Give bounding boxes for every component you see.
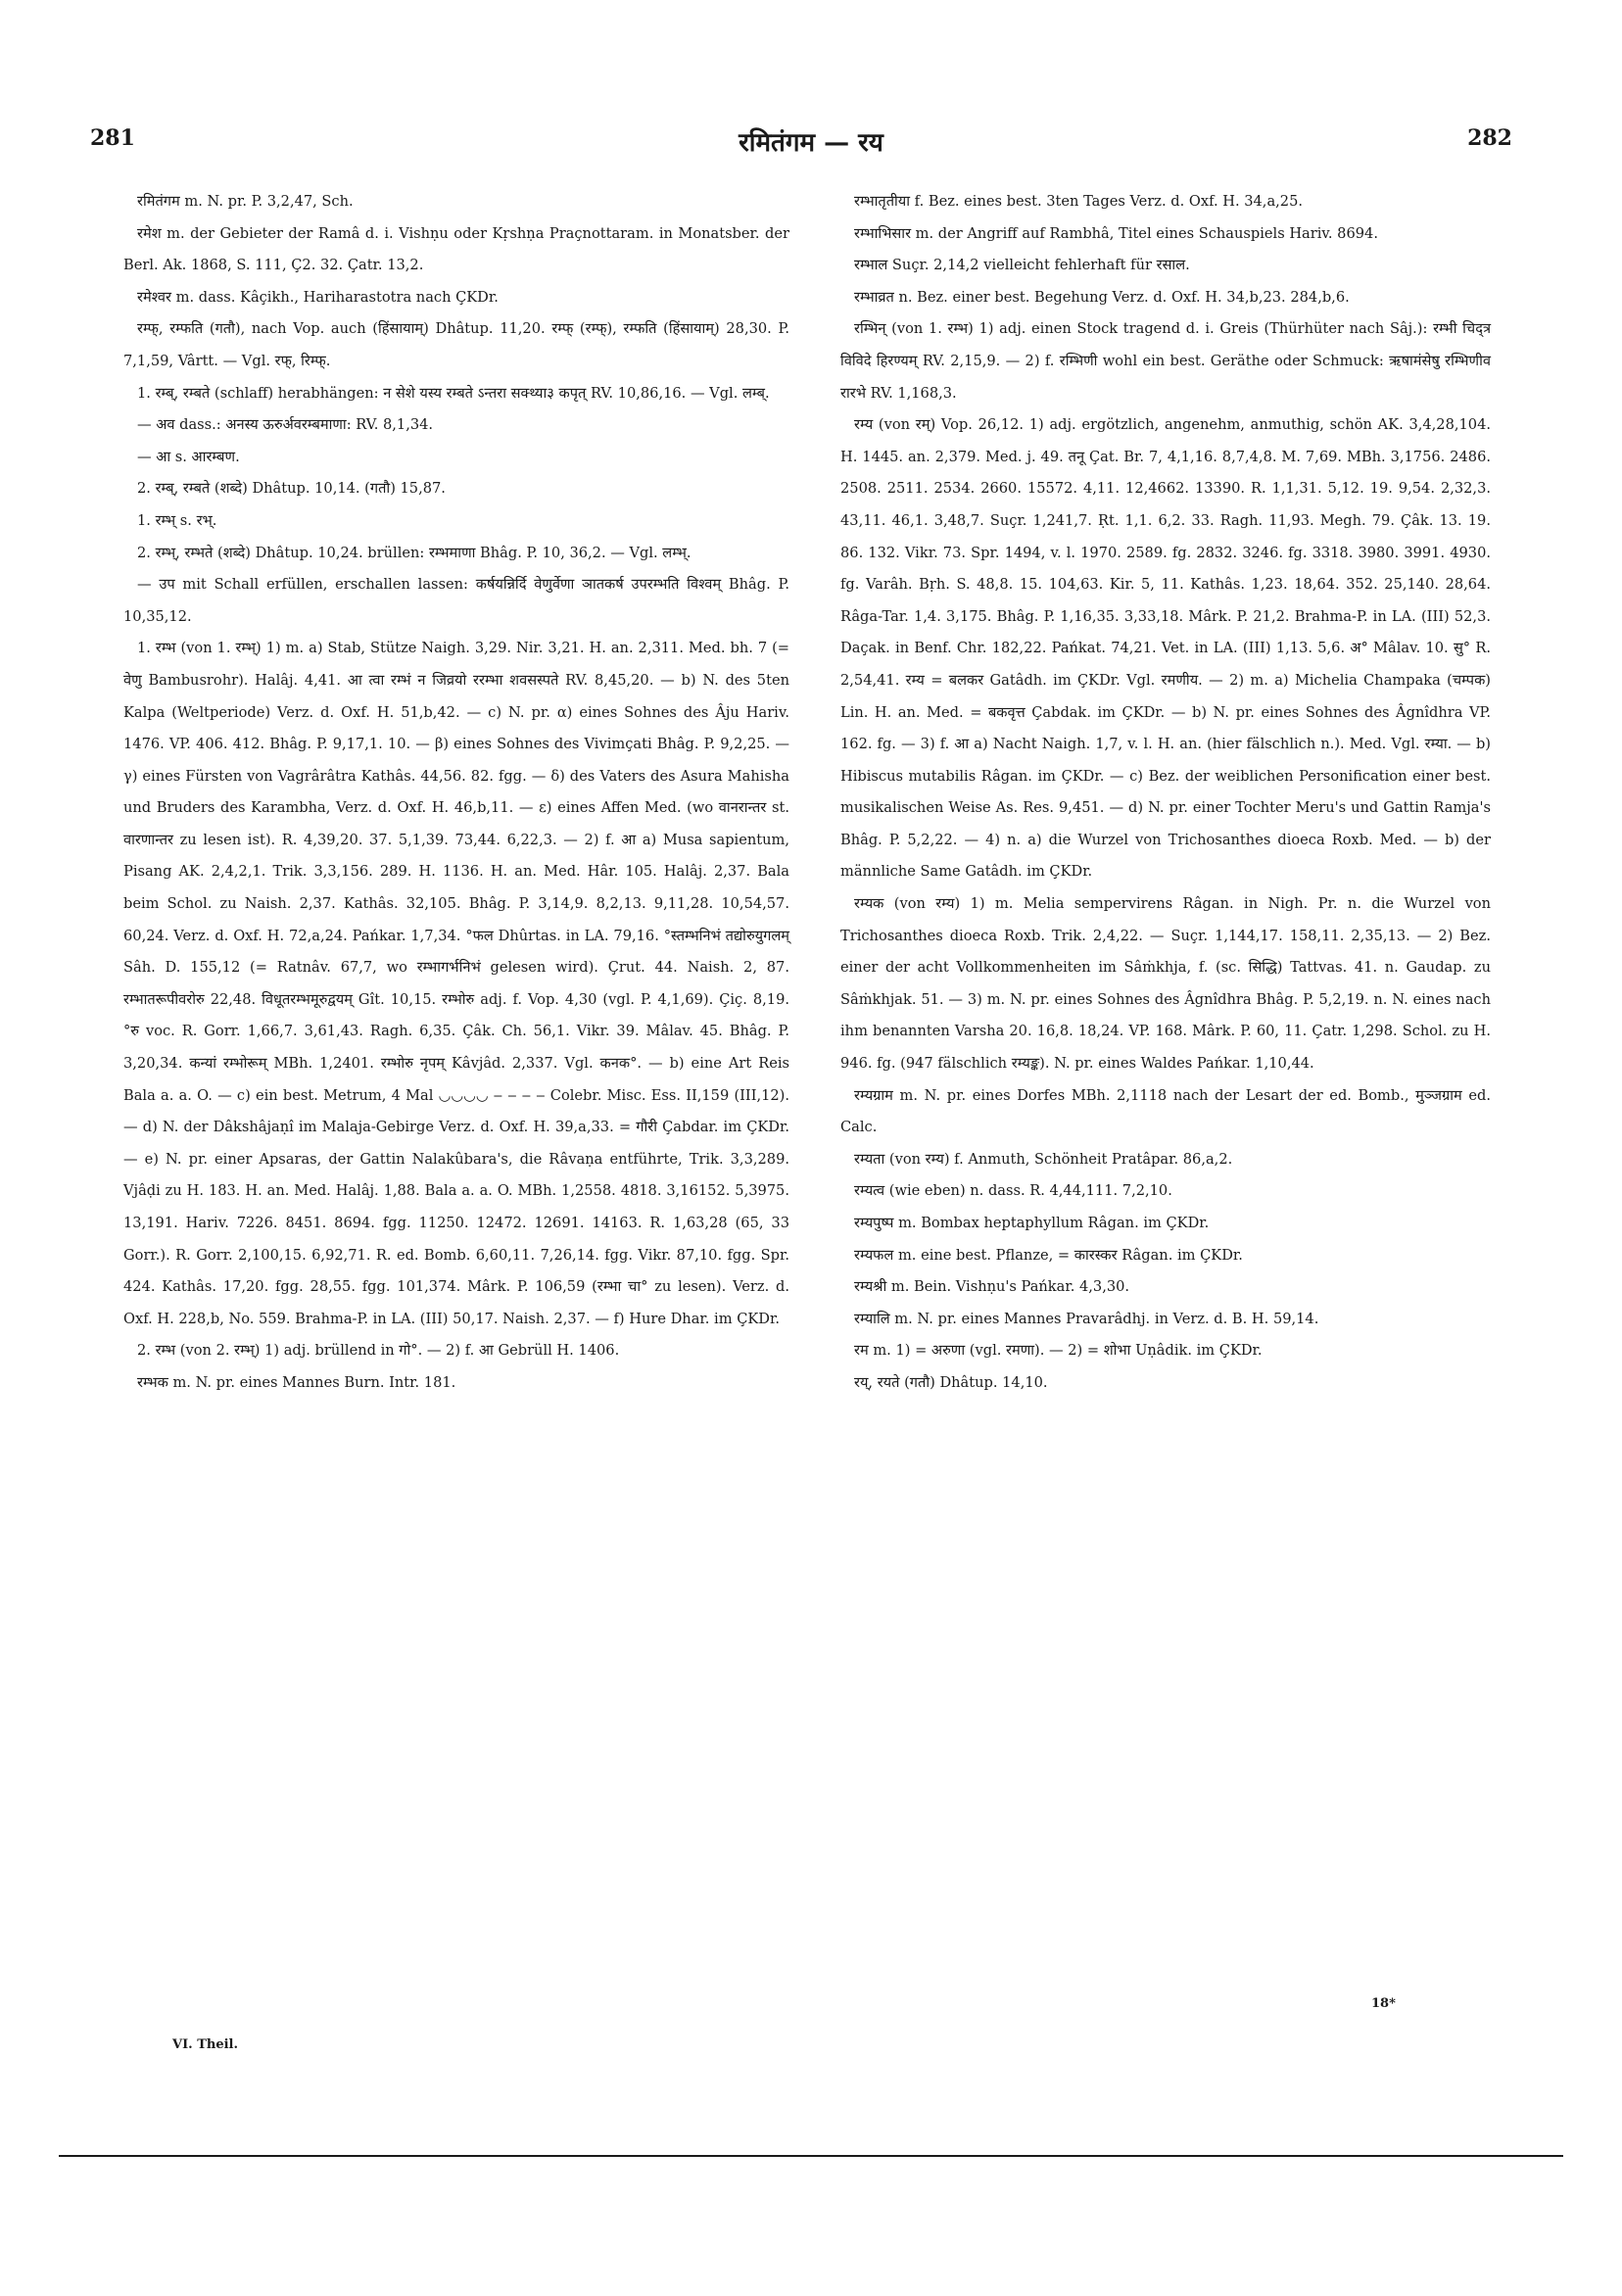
page-number-left: 281 [90, 125, 135, 151]
dictionary-entry: रमेश्वर m. dass. Kâçikh., Hariharastotra nach ÇKDr. [137, 288, 499, 306]
dictionary-entry: — आ s. आरम्बण. [137, 448, 240, 465]
dictionary-entry: रम्यश्री m. Bein. Vishṇu's Pańkar. 4,3,30. [854, 1278, 1130, 1296]
dictionary-entry: रम्भाव्रत n. Bez. einer best. Begehung Verz. d. Oxf. H. 34,b,23. 284,b,6. [854, 288, 1350, 306]
dictionary-entry: रमितंगम m. N. pr. P. 3,2,47, Sch. [137, 193, 354, 210]
dictionary-entry: रम्यपुष्प m. Bombax heptaphyllum Râgan. im ÇKDr. [854, 1215, 1210, 1231]
dictionary-entry: 2. रम्ब्, रम्बते (शब्दे) Dhâtup. 10,14. (गतौ) 15,87. [137, 480, 446, 498]
dictionary-entry: रम्यालि m. N. pr. eines Mannes Pravarâdhj. in Verz. d. B. H. 59,14. [854, 1310, 1319, 1327]
dictionary-entry: 2. रम्भ (von 2. रम्भ्) 1) adj. brüllend in गो°. — 2) f. आ Gebrüll H. 1406. [137, 1342, 620, 1360]
dictionary-entry: — उप mit Schall erfüllen, erschallen lassen: कर्षयन्निर्दि वेणुर्वेणा ञातकर्ष उपरम्भति विश्वम् Bhâg. P. 10,35,12. [123, 576, 789, 625]
page-number-right: 282 [1467, 125, 1512, 151]
dictionary-entry: रम्फ्, रम्फति (गतौ), nach Vop. auch (हिंसायाम्) Dhâtup. 11,20. रम्फ् (रम्फ्), रम्फति (हिंसायाम्) 28,30. P. 7,1,59, Vârtt. — Vgl. रफ्, रिम्फ्. [123, 320, 789, 369]
dictionary-entry: 1. रम्भ् s. रभ्. [137, 511, 217, 529]
dictionary-entry: 1. रम्भ (von 1. रम्भ्) 1) m. a) Stab, Stütze Naigh. 3,29. Nir. 3,21. H. an. 2,311. Med. bh. 7 (= वेणु Bambusrohr). Halâj. 4,41. आ त्वा रम्भं न जिव्रयो ररम्भा शवसस्पते RV. 8,45,20. — b) N. des 5ten Kalpa (Weltperiode) Verz. d. Oxf. H. 51,b,42. — c) N. pr. α) eines Sohnes des Âju Hariv. 1476. VP. 406. 412. Bhâg. P. 9,17,1. 10. — β) eines Sohnes des Vivimçati Bhâg. P. 9,2,25. — γ) eines Fürsten von Vagrârâtra Kathâs. 44,56. 82. fgg. — δ) des Vaters des Asura Mahisha und Bruders des Karambha, Verz. d. Oxf. H. 46,b,11. — ε) eines Affen Med. (wo वानरान्तर st. वारणान्तर zu lesen ist). R. 4,39,20. 37. 5,1,39. 73,44. 6,22,3. — 2) f. आ a) Musa sapientum, Pisang AK. 2,4,2,1. Trik. 3,3,156. 289. H. 1136. H. an. Med. Hâr. 105. Halâj. 2,37. Bala beim Schol. zu Naish. 2,37. Kathâs. 32,105. Bhâg. P. 3,14,9. 8,2,13. 9,11,28. 10,54,57. 60,24. Verz. d. Oxf. H. 72,a,24. Pańkar. 1,7,34. °फल Dhûrtas. in LA. 79,16. °स्तम्भनिभं तद्योरुयुगलम् Sâh. D. 155,12 (= Ratnâv. 67,7, wo रम्भागर्भनिभं gelesen wird). Çrut. 44. Naish. 2, 87. रम्भातरूपीवरोरु 22,48. विधूतरम्भमूरुद्वयम् Gît. 10,15. रम्भोरु adj. f. Vop. 4,30 (vgl. P. 4,1,69). Çiç. 8,19. °रु voc. R. Gorr. 1,66,7. 3,61,43. Ragh. 6,35. Çâk. Ch. 56,1. Vikr. 39. Mâlav. 45. Bhâg. P. 3,20,34. कन्यां रम्भोरूम् MBh. 1,2401. रम्भोरु नृपम् Kâvjâd. 2,337. Vgl. कनक°. — b) eine Art Reis Bala a. a. O. — c) ein best. Metrum, 4 Mal ◡◡◡◡ ‒ ‒ ‒ ‒ Colebr. Misc. Ess. II,159 (III,12). — d) N. der Dâkshâjaṇî im Malaja-Gebirge Verz. d. Oxf. H. 39,a,33. = गौरी Çabdar. im ÇKDr. — e) N. pr. einer Apsaras, der Gattin Nalakûbara's, die Râvaṇa entführte, Trik. 3,3,289. Vjâḍi zu H. 183. H. an. Med. Halâj. 1,88. Bala a. a. O. MBh. 1,2558. 4818. 3,16152. 5,3975. 13,191. Hariv. 7226. 8451. 8694. fgg. 11250. 12472. 12691. 14163. R. 1,63,28 (65, 33 Gorr.). R. Gorr. 2,100,15. 6,92,71. R. ed. Bomb. 6,60,11. 7,26,14. fgg. Vikr. 87,10. fgg. Spr. 424. Kathâs. 17,20. fgg. 28,55. fgg. 101,374. Mârk. P. 106,59 (रम्भा चा° zu lesen). Verz. d. Oxf. H. 228,b, No. 559. Brahma-P. in LA. (III) 50,17. Naish. 2,37. — f) Hure Dhar. im ÇKDr. [123, 640, 789, 1327]
dictionary-entry: रम्भाल Suçr. 2,14,2 vielleicht fehlerhaft für रसाल. [854, 257, 1190, 274]
right-column [840, 186, 1491, 1400]
dictionary-entry: रम्यक (von रम्य) 1) m. Melia sempervirens Râgan. in Nigh. Pr. n. die Wurzel von Trichosanthes dioeca Roxb. Trik. 2,4,22. — Suçr. 1,144,17. 158,11. 2,35,13. — 2) Bez. einer der acht Vollkommenheiten im Sâṁkhja, f. (sc. सिद्धि) Tattvas. 41. n. Gaudap. zu Sâṁkhjak. 51. — 3) m. N. pr. eines Sohnes des Âgnîdhra Bhâg. P. 5,2,19. n. N. eines nach ihm benannten Varsha 20. 16,8. 18,24. VP. 168. Mârk. P. 60, 11. Çatr. 1,298. Schol. zu H. 946. fg. (947 fälschlich रम्यङ्क). N. pr. eines Waldes Pańkar. 1,10,44. [840, 895, 1491, 1073]
dictionary-entry: रय्, रयते (गतौ) Dhâtup. 14,10. [854, 1373, 1048, 1391]
volume-label: VI. Theil. [172, 2037, 239, 2052]
dictionary-entry: 1. रम्ब्, रम्बते (schlaff) herabhängen: न सेशे यस्य रम्बते ऽन्तरा सक्थ्या३ कपृत् RV. 10,86,16. — Vgl. लम्ब्. [137, 384, 770, 402]
bottom-rule [59, 2155, 1563, 2157]
dictionary-entry: रम्यफल m. eine best. Pflanze, = कारस्कर Râgan. im ÇKDr. [854, 1246, 1243, 1264]
running-title: रमितंगम — रय [739, 128, 883, 158]
signature-mark: 18* [1371, 1996, 1396, 2011]
dictionary-entry: रम m. 1) = अरुणा (vgl. रमणा). — 2) = शोभा Uṇâdik. im ÇKDr. [854, 1342, 1263, 1360]
dictionary-entry: 2. रम्भ्, रम्भते (शब्दे) Dhâtup. 10,24. brüllen: रम्भमाणा Bhâg. P. 10, 36,2. — Vgl. लम्भ्. [137, 544, 692, 561]
dictionary-entry: रम्भाभिसार m. der Angriff auf Rambhâ, Titel eines Schauspiels Hariv. 8694. [854, 224, 1378, 242]
dictionary-entry: रम्यता (von रम्य) f. Anmuth, Schönheit Pratâpar. 86,a,2. [854, 1150, 1233, 1168]
dictionary-entry: रम्यत्व (wie eben) n. dass. R. 4,44,111. 7,2,10. [854, 1182, 1172, 1200]
left-column [123, 186, 789, 1400]
dictionary-entry: रम्यग्राम m. N. pr. eines Dorfes MBh. 2,1118 nach der Lesart der ed. Bomb., मुञ्जग्राम ed. Calc. [840, 1086, 1491, 1136]
dictionary-entry: रमेश m. der Gebieter der Ramâ d. i. Vishṇu oder Kṛshṇa Praçnottaram. in Monatsber. der Berl. Ak. 1868, S. 111, Ç2. 32. Çatr. 13,2. [123, 224, 789, 274]
dictionary-entry: रम्भक m. N. pr. eines Mannes Burn. Intr. 181. [137, 1373, 456, 1391]
dictionary-entry: रम्भातृतीया f. Bez. eines best. 3ten Tages Verz. d. Oxf. H. 34,a,25. [854, 193, 1303, 210]
dictionary-entry: रम्भिन् (von 1. रम्भ) 1) adj. einen Stock tragend d. i. Greis (Thürhüter nach Sâj.): रम्भी चिद्त्र विविदे हिरण्यम् RV. 2,15,9. — 2) f. रम्भिणी wohl ein best. Geräthe oder Schmuck: ऋषामंसेषु रम्भिणीव रारभे RV. 1,168,3. [840, 320, 1491, 402]
dictionary-entry: — अव dass.: अनस्य ऊरुर्अवरम्बमाणा: RV. 8,1,34. [137, 416, 434, 434]
dictionary-entry: रम्य (von रम्) Vop. 26,12. 1) adj. ergötzlich, angenehm, anmuthig, schön AK. 3,4,28,104. H. 1445. an. 2,379. Med. j. 49. तनू Çat. Br. 7, 4,1,16. 8,7,4,8. M. 7,69. MBh. 3,1756. 2486. 2508. 2511. 2534. 2660. 15572. 4,11. 12,4662. 13390. R. 1,1,31. 5,12. 19. 9,54. 2,32,3. 43,11. 46,1. 3,48,7. Suçr. 1,241,7. Ṛt. 1,1. 6,2. 33. Ragh. 11,93. Megh. 79. Çâk. 13. 19. 86. 132. Vikr. 73. Spr. 1494, v. l. 1970. 2589. fg. 2832. 3246. fg. 3318. 3980. 3991. 4930. fg. Varâh. Bṛh. S. 48,8. 15. 104,63. Kir. 5, 11. Kathâs. 1,23. 18,64. 352. 25,140. 28,64. Râga-Tar. 1,4. 3,175. Bhâg. P. 1,16,35. 3,33,18. Mârk. P. 21,2. Brahma-P. in LA. (III) 52,3. Daçak. in Benf. Chr. 182,22. Pańkat. 74,21. Vet. in LA. (III) 1,13. 5,6. अ° Mâlav. 10. सु° R. 2,54,41. रम्य = बलकर Gatâdh. im ÇKDr. Vgl. रमणीय. — 2) m. a) Michelia Champaka (चम्पक) Lin. H. an. Med. = बकवृत्त Çabdak. im ÇKDr. — b) N. pr. eines Sohnes des Âgnîdhra VP. 162. fg. — 3) f. आ a) Nacht Naigh. 1,7, v. l. H. an. (hier fälschlich n.). Med. Vgl. रम्या. — b) Hibiscus mutabilis Râgan. im ÇKDr. — c) Bez. der weiblichen Personification einer best. musikalischen Weise As. Res. 9,451. — d) N. pr. einer Tochter Meru's und Gattin Ramja's Bhâg. P. 5,2,22. — 4) n. a) die Wurzel von Trichosanthes dioeca Roxb. Med. — b) der männliche Same Gatâdh. im ÇKDr. [840, 416, 1491, 881]
